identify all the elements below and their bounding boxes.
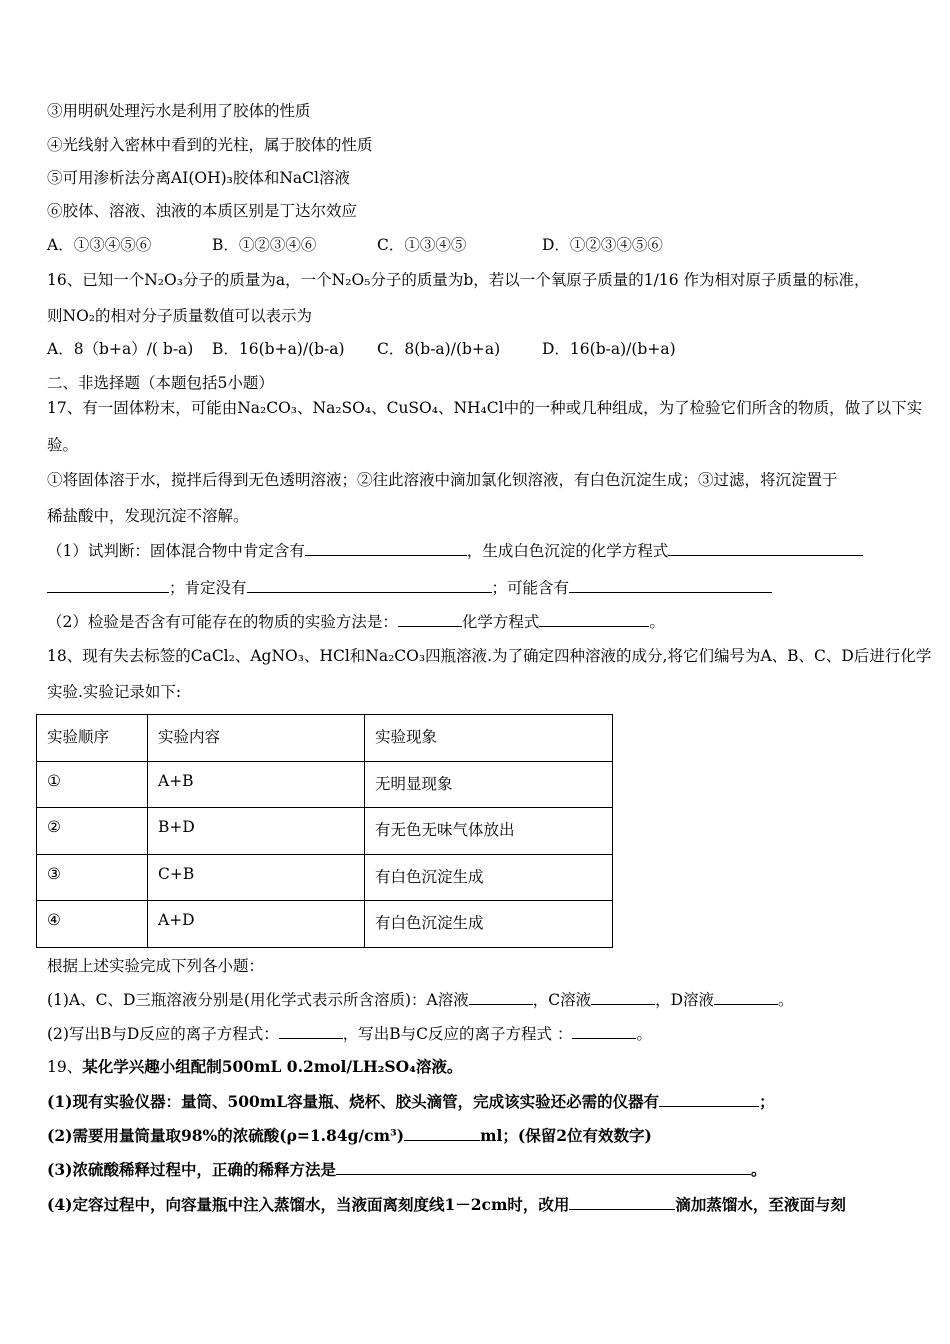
q16-option-c: C．8(b-a)/(b+a) (377, 340, 501, 358)
q18-p2-end: 。 (636, 1025, 652, 1043)
q19-title: 某化学兴趣小组配制500mL 0.2mol/LH₂SO₄溶液。 (82, 1057, 463, 1076)
q17-answer-blank-equation-2[interactable] (539, 611, 649, 627)
q18-p2-text: (2)写出B与D反应的离子方程式： (47, 1025, 279, 1043)
q15-option-a: A．①③④⑤⑥ (47, 236, 152, 254)
table-cell: 有白色沉淀生成 (365, 854, 613, 901)
table-cell: ③ (37, 854, 148, 901)
q15-statement-3: ③用明矾处理污水是利用了胶体的性质 (47, 102, 311, 120)
q15-statement-6: ⑥胶体、溶液、浊液的本质区别是丁达尔效应 (47, 202, 358, 220)
q17-p1-text: （1）试判断：固体混合物中肯定含有 (47, 542, 305, 560)
q19-p4-text-2: 滴加蒸馏水，至液面与刻 (675, 1195, 846, 1214)
table-cell: 有无色无味气体放出 (365, 808, 613, 855)
q18-line-2: 实验.实验记录如下: (47, 683, 182, 701)
q19-answer-blank-tool[interactable] (569, 1194, 675, 1210)
table-cell: 有白色沉淀生成 (365, 901, 613, 948)
q17-p2-text: （2）检验是否含有可能存在的物质的实验方法是： (47, 613, 398, 631)
q16-line-2: 则NO₂的相对分子质量数值可以表示为 (47, 307, 312, 325)
q17-answer-blank-present[interactable] (305, 540, 467, 556)
q18-p2-text-2: ，写出B与C反应的离子方程式 ： (342, 1025, 573, 1043)
q17-line-3: ①将固体溶于水，搅拌后得到无色透明溶液；②往此溶液中滴加氯化钡溶液，有白色沉淀生成；③过滤，将沉淀置于 (47, 471, 838, 489)
q17-part-1-cont (47, 577, 772, 598)
q19-answer-blank-volume[interactable] (404, 1125, 480, 1141)
q15-statement-4: ④光线射入密林中看到的光柱，属于胶体的性质 (47, 136, 373, 154)
q18-intro: 根据上述实验完成下列各小题： (47, 957, 265, 975)
q18-answer-blank-d[interactable] (714, 989, 778, 1005)
q15-option-b: B．①②③④⑥ (212, 236, 317, 254)
table-header: 实验内容 (148, 715, 365, 762)
q17-line-4: 稀盐酸中，发现沉淀不溶解。 (47, 507, 249, 525)
q17-p2-text-2: 化学方程式 (461, 613, 540, 631)
q15-option-d: D．①②③④⑤⑥ (542, 236, 663, 254)
q19-title-line (47, 1057, 462, 1077)
q16-options (47, 339, 676, 359)
table-cell: 无明显现象 (365, 761, 613, 808)
table-row (37, 901, 613, 948)
q18-part-2 (47, 1023, 652, 1044)
q17-part-1 (47, 540, 863, 561)
q19-part-2 (47, 1125, 652, 1146)
q17-line-1: 17、有一固体粉末，可能由Na₂CO₃、Na₂SO₄、CuSO₄、NH₄Cl中的一种或几种组成，为了检验它们所含的物质，做了以下实 (47, 399, 923, 417)
q18-part-1 (47, 989, 794, 1010)
table-cell: A+B (148, 761, 365, 808)
table-header: 实验现象 (365, 715, 613, 762)
q16-option-b: B．16(b+a)/(b-a) (212, 340, 345, 358)
q18-answer-blank-a[interactable] (469, 989, 533, 1005)
q19-part-4 (47, 1194, 846, 1215)
q18-answer-blank-bc[interactable] (572, 1023, 636, 1039)
q18-p1-end: 。 (778, 991, 794, 1009)
q17-answer-blank-method[interactable] (398, 611, 462, 627)
table-cell: ④ (37, 901, 148, 948)
q19-p2-text-2: ml；(保留2位有效数字) (480, 1126, 652, 1145)
table-row (37, 761, 613, 808)
q19-p3-text: (3)浓硫酸稀释过程中，正确的稀释方法是 (47, 1160, 336, 1179)
q16-option-a: A．8（b+a）/( b-a) (47, 340, 194, 358)
q15-option-c: C．①③④⑤ (377, 236, 467, 254)
q18-p1-text-3: ，D溶液 (655, 991, 715, 1009)
table-header: 实验顺序 (37, 715, 148, 762)
table-cell: A+D (148, 901, 365, 948)
table-cell: B+D (148, 808, 365, 855)
q19-p3-end: 。 (750, 1160, 767, 1179)
q18-line-1: 18、现有失去标签的CaCl₂、AgNO₃、HCl和Na₂CO₃四瓶溶液.为了确定四种溶液的成分,将它们编号为A、B、C、D后进行化学 (47, 647, 932, 665)
q17-p1-text-3: ；肯定没有 (169, 579, 247, 597)
table-cell: ① (37, 761, 148, 808)
q17-line-2: 验。 (47, 436, 79, 454)
q19-part-3 (47, 1159, 766, 1180)
q17-answer-blank-possible[interactable] (569, 577, 772, 593)
q17-part-2 (47, 611, 665, 632)
table-cell: C+B (148, 854, 365, 901)
q16-line-1: 16、已知一个N₂O₃分子的质量为a，一个N₂O₅分子的质量为b，若以一个氧原子质量的1/16 作为相对原子质量的标准， (47, 271, 870, 289)
q17-p2-end: 。 (649, 613, 665, 631)
q19-p4-text: (4)定容过程中，向容量瓶中注入蒸馏水，当液面离刻度线1－2cm时，改用 (47, 1195, 570, 1214)
q17-answer-blank-equation[interactable] (668, 540, 863, 556)
q17-p1-text-2: ，生成白色沉淀的化学方程式 (466, 542, 669, 560)
q19-p1-end: ； (759, 1092, 775, 1111)
table-row (37, 808, 613, 855)
section-2-heading: 二、非选择题（本题包括5小题） (47, 374, 274, 392)
q19-answer-blank-method[interactable] (336, 1159, 751, 1175)
experiment-table (36, 714, 613, 948)
q18-answer-blank-bd[interactable] (279, 1023, 343, 1039)
q15-statement-5: ⑤可用渗析法分离AI(OH)₃胶体和NaCl溶液 (47, 169, 350, 187)
q18-answer-blank-c[interactable] (591, 989, 655, 1005)
q17-answer-blank-equation-cont[interactable] (47, 577, 169, 593)
q18-p1-text: (1)A、C、D三瓶溶液分别是(用化学式表示所含溶质)：A溶液 (47, 991, 469, 1009)
q19-answer-blank-instrument[interactable] (659, 1091, 759, 1107)
q19-p1-text: (1)现有实验仪器：量筒、500mL容量瓶、烧杯、胶头滴管，完成该实验还必需的仪器有 (47, 1092, 660, 1111)
q16-option-d: D．16(b-a)/(b+a) (542, 340, 676, 358)
table-row (37, 854, 613, 901)
q19-number: 19、 (47, 1058, 83, 1076)
q19-part-1 (47, 1091, 775, 1112)
q17-p1-text-4: ；可能含有 (491, 579, 570, 597)
q18-p1-text-2: ，C溶液 (532, 991, 592, 1009)
table-cell: ② (37, 808, 148, 855)
q19-p2-text: (2)需要用量筒量取98%的浓硫酸(ρ=1.84g/cm³) (47, 1126, 405, 1145)
q17-answer-blank-absent[interactable] (247, 577, 492, 593)
q15-options (47, 235, 663, 255)
table-header-row (37, 715, 613, 762)
